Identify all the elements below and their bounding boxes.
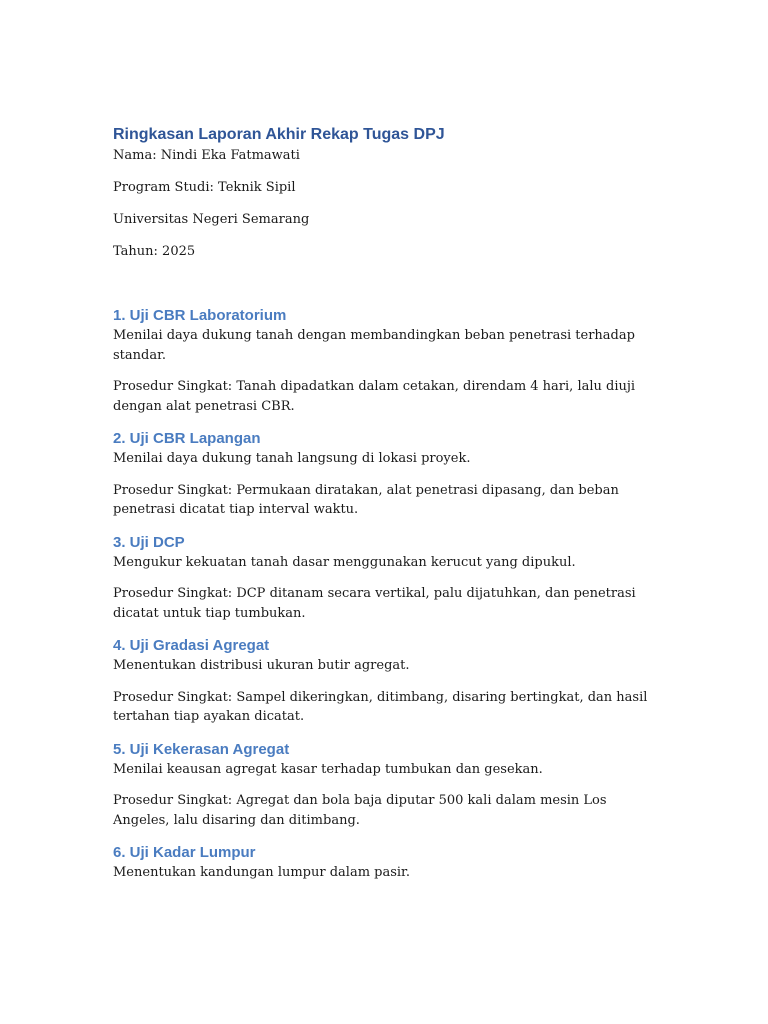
- section-heading: 2. Uji CBR Lapangan: [113, 430, 261, 447]
- section-kekerasan-agregat: [113, 739, 658, 831]
- meta-program: Program Studi: Teknik Sipil: [113, 180, 296, 195]
- document-title: Ringkasan Laporan Akhir Rekap Tugas DPJ: [113, 126, 445, 143]
- section-summary: Menilai daya dukung tanah langsung di lokasi proyek.: [113, 451, 471, 466]
- section-procedure: Prosedur Singkat: Agregat dan bola baja diputar 500 kali dalam mesin Los Angeles, lalu disaring dan ditimbang.: [113, 793, 607, 828]
- section-procedure: Prosedur Singkat: DCP ditanam secara vertikal, palu dijatuhkan, dan penetrasi dicatat untuk tiap tumbukan.: [113, 586, 636, 621]
- section-dcp: [113, 532, 658, 624]
- section-gradasi-agregat: [113, 635, 658, 727]
- section-heading: 4. Uji Gradasi Agregat: [113, 637, 270, 654]
- document-page: [113, 124, 658, 895]
- meta-university: Universitas Negeri Semarang: [113, 212, 310, 227]
- section-heading: 1. Uji CBR Laboratorium: [113, 307, 287, 324]
- meta-year: Tahun: 2025: [113, 244, 196, 259]
- section-heading: 5. Uji Kekerasan Agregat: [113, 740, 290, 758]
- section-summary: Menentukan kandungan lumpur dalam pasir.: [113, 865, 410, 880]
- section-kadar-lumpur: [113, 842, 658, 883]
- section-procedure: Prosedur Singkat: Tanah dipadatkan dalam cetakan, direndam 4 hari, lalu diuji dengan alat penetrasi CBR.: [113, 379, 636, 414]
- section-summary: Menilai daya dukung tanah dengan membandingkan beban penetrasi terhadap standar.: [113, 328, 635, 363]
- meta-name: Nama: Nindi Eka Fatmawati: [113, 148, 300, 163]
- section-procedure: Prosedur Singkat: Permukaan diratakan, alat penetrasi dipasang, dan beban penetrasi dicatat tiap interval waktu.: [113, 482, 619, 517]
- section-heading: 6. Uji Kadar Lumpur: [113, 844, 256, 861]
- section-heading: 3. Uji DCP: [113, 533, 185, 551]
- spacer: [113, 261, 658, 305]
- section-summary: Menilai keausan agregat kasar terhadap tumbukan dan gesekan.: [113, 761, 543, 777]
- section-cbr-lapangan: [113, 428, 658, 520]
- section-summary: Menentukan distribusi ukuran butir agregat.: [113, 658, 410, 673]
- section-summary: Mengukur kekuatan tanah dasar menggunakan kerucut yang dipukul.: [113, 554, 576, 570]
- section-procedure: Prosedur Singkat: Sampel dikeringkan, ditimbang, disaring bertingkat, dan hasil tertahan tiap ayakan dicatat.: [113, 689, 648, 724]
- section-cbr-laboratorium: [113, 305, 658, 416]
